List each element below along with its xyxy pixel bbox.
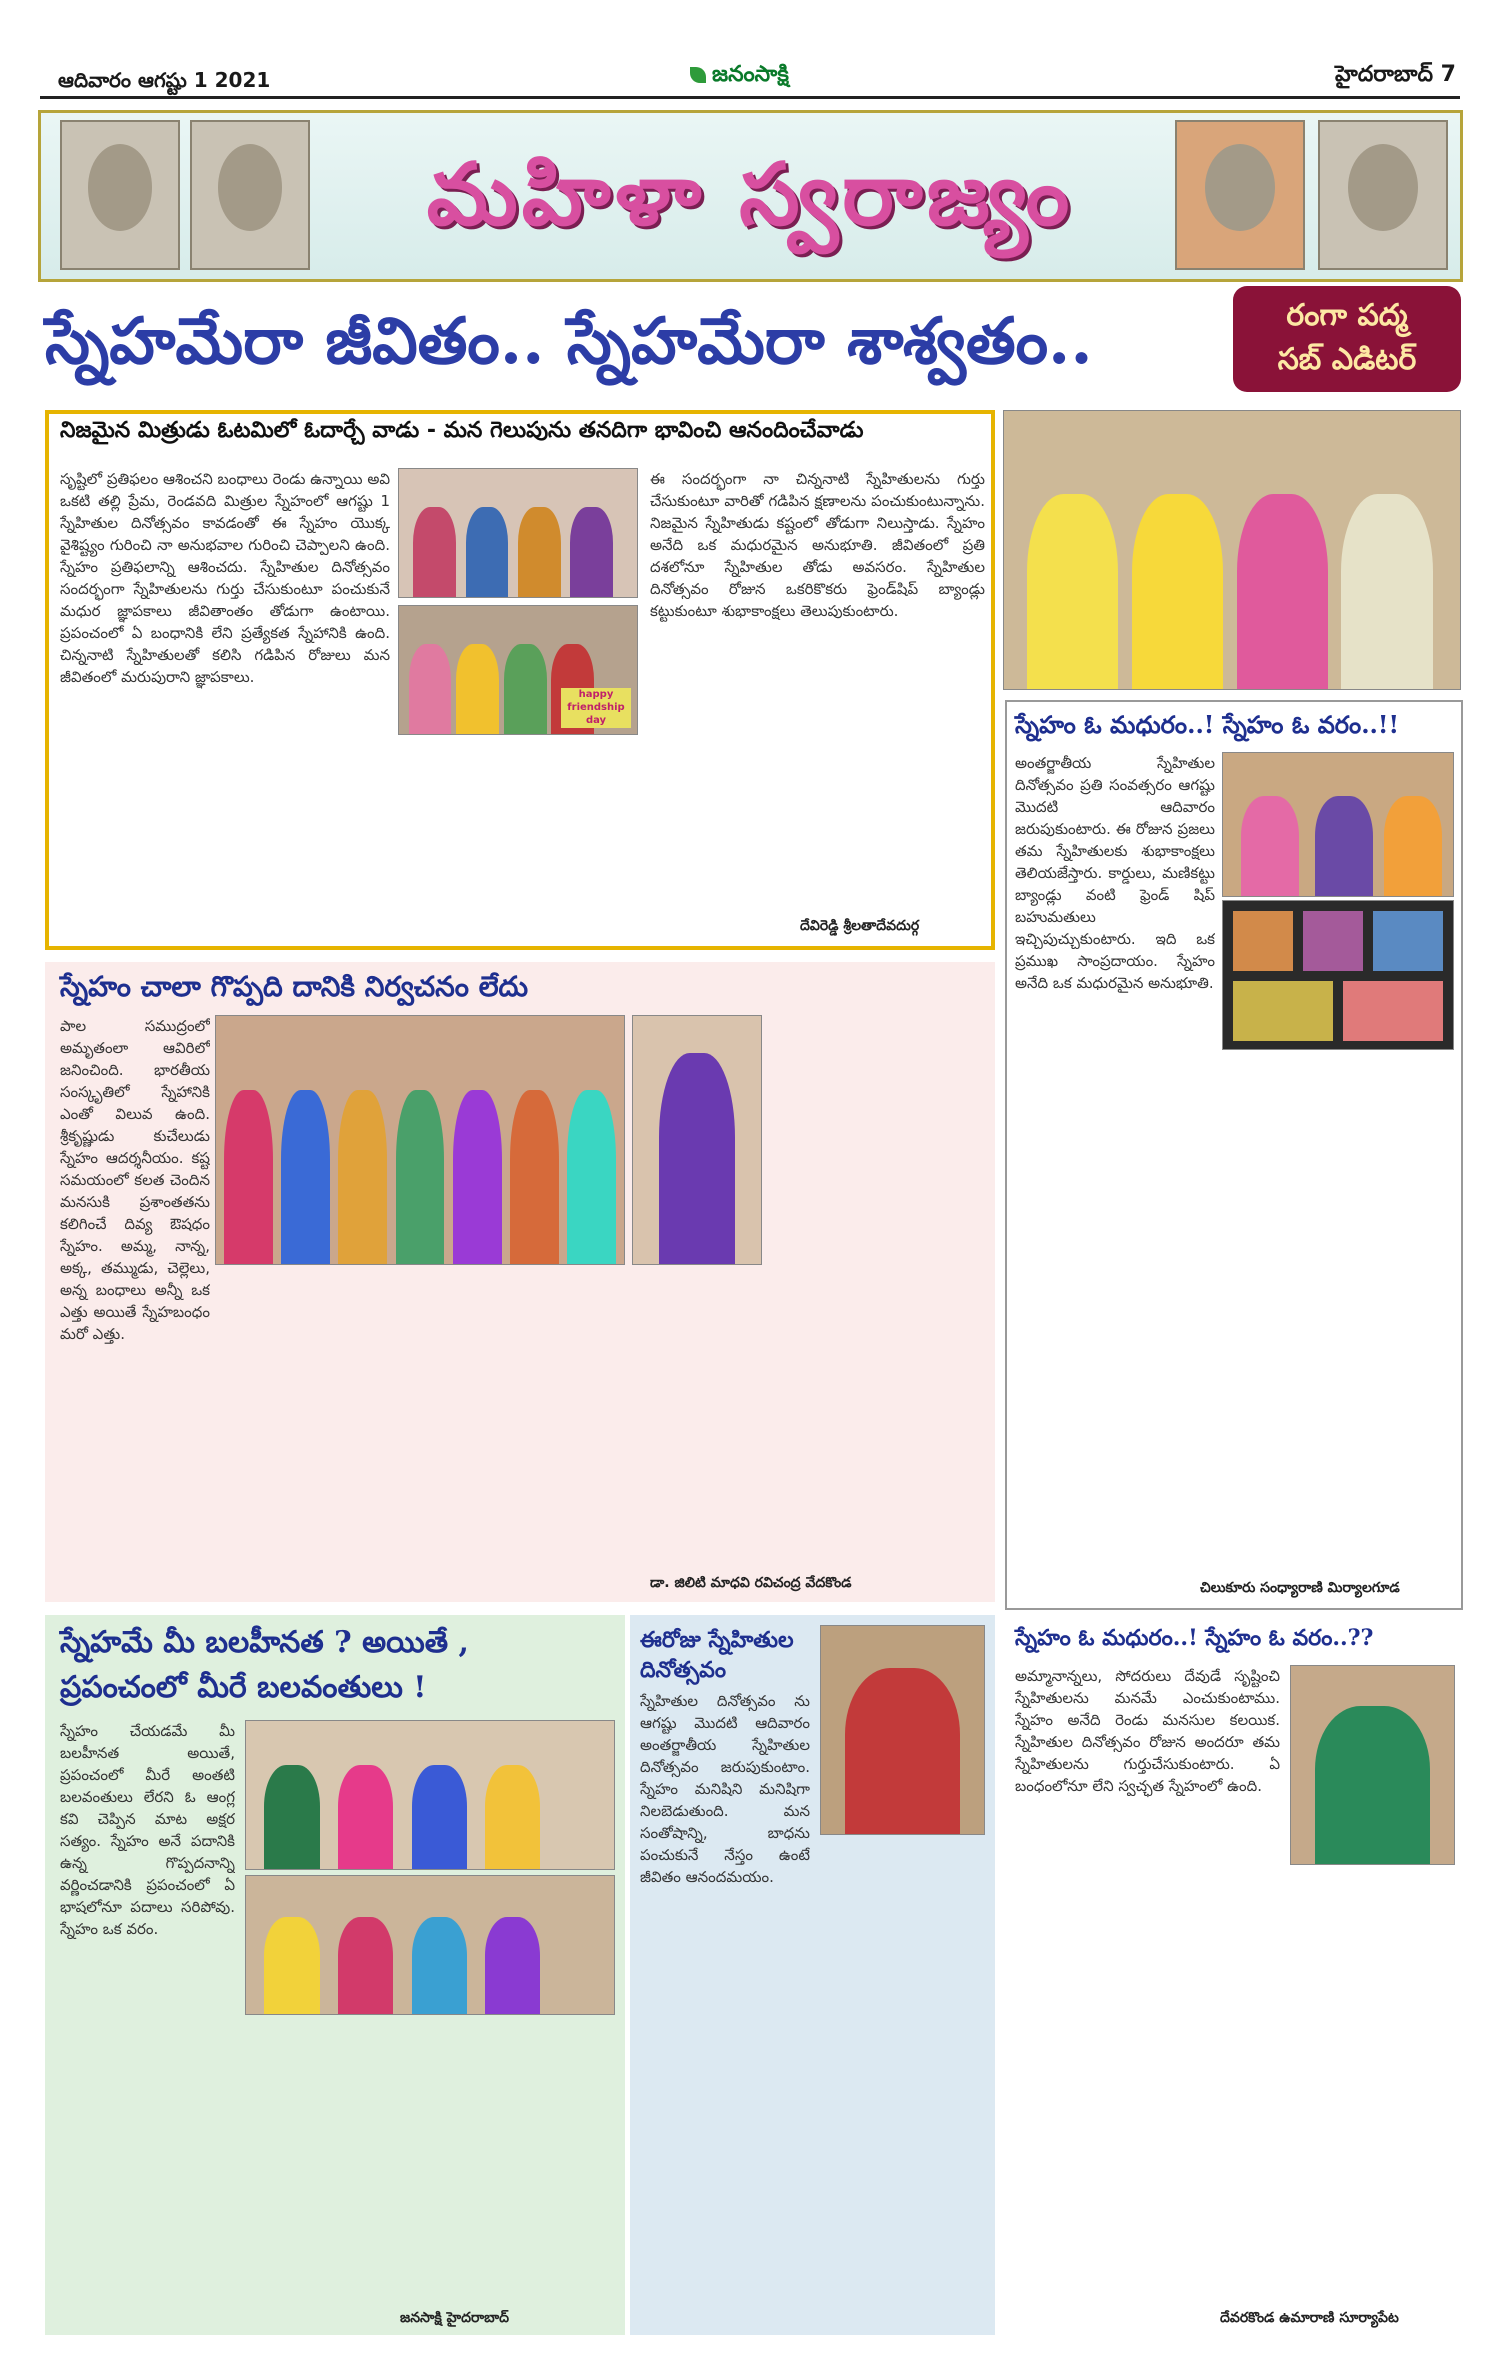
section-title: మహిళా స్వరాజ్యం	[426, 144, 1074, 245]
article-body: పాల సముద్రంలో అమృతంలా ఆవిరిలో జనించింది. భారతీయ సంస్కృతిలో స్నేహానికి ఎంతో విలువ ఉంది. శ్రీకృష్ణుడు కుచేలుడు స్నేహం ఆదర్శనీయం. కష్ట సమయంలో కలత చెందిన మనసుకి ప్రశాంతతను కలిగించే దివ్య ఔషధం స్నేహం. అమ్మ, నాన్న, అక్క, తమ్ముడు, చెల్లెలు, అన్న బంధాలు అన్నీ ఒక ఎత్తు అయితే స్నేహబంధం మరో ఎత్తు.	[60, 1017, 210, 1343]
collage-tile	[1233, 911, 1293, 971]
person-figure	[1341, 494, 1432, 689]
article-title: స్నేహం ఓ మధురం..! స్నేహం ఓ వరం..!!	[1015, 710, 1399, 739]
group-photo	[245, 1720, 615, 1870]
person-figure	[1132, 494, 1223, 689]
person-figure	[264, 1917, 319, 2014]
article-author: డా. జిలిటి మాధవి రవిచంద్ర వేదకొండ	[650, 1575, 852, 1591]
group-photo	[398, 605, 638, 735]
article-body: ఈ సందర్భంగా నా చిన్ననాటి స్నేహితులను గుర్తు చేసుకుంటూ వారితో గడిపిన క్షణాలను పంచుకుంటున్నాను. నిజమైన స్నేహితుడు కష్టంలో తోడుగా నిలుస్తాడు. స్నేహం అనేది ఒక మధురమైన అనుభూతి. జీవితంలో ప్రతి దశలోనూ స్నేహితుల తోడు అవసరం. స్నేహితుల దినోత్సవం రోజున ఒకరికొకరు ఫ్రెండ్‌షిప్ బ్యాండ్లు కట్టుకుంటూ శుభాకాంక్షలు తెలుపుకుంటారు.	[650, 470, 985, 620]
article-author: దేవరకొండ ఉమారాణి సూర్యాపేట	[1220, 2310, 1399, 2326]
article-body: సృష్టిలో ప్రతిఫలం ఆశించని బంధాలు రెండు ఉన్నాయి అవి ఒకటి తల్లి ప్రేమ, రెండవది మిత్రుల స్నేహంలో ఆగష్టు 1 స్నేహితుల దినోత్సవం కావడంతో ఈ స్నేహం యొక్క వైశిష్ట్యం గురించి నా అనుభవాల గురించి చెప్పాలని ఉంది. స్నేహం ప్రతిఫలాన్ని ఆశించదు. స్నేహితుల దినోత్సవం సందర్భంగా స్నేహితులను గుర్తు చేసుకుంటూ పంచుకునే మధుర జ్ఞాపకాలు జీవితాంతం తోడుగా ఉంటాయి. ప్రపంచంలో ఏ బంధానికి లేని ప్రత్యేకత స్నేహానికి ఉంది. చిన్ననాటి స్నేహితులతో కలిసి గడిపిన రోజులు మన జీవితంలో మరుపురాని జ్ఞాపకాలు.	[60, 470, 390, 686]
person-figure	[485, 1917, 540, 2014]
person-figure	[1241, 796, 1299, 896]
person-figure	[570, 507, 613, 597]
article-body-continued	[1015, 1050, 1455, 1570]
portrait-photo	[632, 1015, 762, 1265]
header-rule	[40, 96, 1460, 99]
person-figure	[453, 1090, 502, 1264]
article-title: ఈరోజు స్నేహితుల దినోత్సవం	[640, 1627, 794, 1683]
article-title: ప్రపంచంలో మీరే బలవంతులు !	[60, 1670, 427, 1705]
article-body: అంతర్జాతీయ స్నేహితుల దినోత్సవం ప్రతి సంవత్సరం ఆగష్టు మొదటి ఆదివారం జరుపుకుంటారు. ఈ రోజున ప్రజలు తమ స్నేహితులకు శుభాకాంక్షలు తెలియజేస్తారు. కార్డులు, మణికట్టు బ్యాండ్లు వంటి ఫ్రెండ్ షిప్ బహుమతులు ఇచ్చిపుచ్చుకుంటారు. ఇది ఒక ప్రముఖ సాంప్రదాయం. స్నేహం అనేది ఒక మధురమైన అనుభూతి.	[1015, 754, 1215, 992]
person-figure	[338, 1090, 387, 1264]
face-shape	[1348, 144, 1419, 232]
face-shape	[218, 144, 283, 232]
collage-tile	[1303, 911, 1363, 971]
person-figure	[1237, 494, 1328, 689]
person-figure	[485, 1765, 540, 1869]
person-figure	[338, 1917, 393, 2014]
masthead-logo	[690, 62, 789, 92]
portrait-photo	[820, 1625, 985, 1835]
article-body: అమ్మానాన్నలు, సోదరులు దేవుడే సృష్టించి స్నేహితులను మనమే ఎంచుకుంటాము. స్నేహం అనేది రెండు మనసుల కలయిక. స్నేహితుల దినోత్సవం రోజున అందరూ తమ స్నేహితులను గుర్తుచేసుకుంటారు. ఏ బంధంలోనూ లేని స్వచ్ఛత స్నేహంలో ఉంది.	[1015, 1667, 1280, 1795]
article-title: స్నేహమే మీ బలహీనత ? అయితే ,	[60, 1625, 469, 1660]
portrait-image	[1175, 120, 1305, 270]
byline-role: సబ్ ఎడిటర్	[1277, 342, 1417, 377]
person-figure	[281, 1090, 330, 1264]
photo-collage	[1222, 900, 1454, 1050]
person-figure	[338, 1765, 393, 1869]
face-shape	[1205, 144, 1276, 232]
collage-tile	[1233, 981, 1333, 1041]
person-figure	[396, 1090, 445, 1264]
article-body-continued	[398, 742, 638, 912]
person-figure	[518, 507, 561, 597]
article-body-continued	[1015, 1870, 1455, 2305]
celebration-photo	[1222, 752, 1454, 897]
photo-caption: happy friendship day	[561, 688, 631, 728]
person-figure	[412, 1765, 467, 1869]
person-figure	[224, 1090, 273, 1264]
article-body-continued	[60, 2025, 615, 2305]
issue-date: ఆదివారం ఆగష్టు 1 2021	[58, 68, 271, 92]
collage-tile	[1343, 981, 1443, 1041]
portrait-photo	[1290, 1665, 1455, 1865]
article-author: జనసాక్షి హైదరాబాద్	[400, 2310, 510, 2326]
article-subheadline: నిజమైన మిత్రుడు ఓటమిలో ఓదార్చే వాడు - మన గెలుపును తనదిగా భావించి ఆనందించేవాడు	[60, 418, 864, 443]
person-figure	[659, 1053, 736, 1264]
person-figure	[413, 507, 456, 597]
group-photo	[215, 1015, 625, 1265]
person-figure	[504, 644, 547, 734]
collage-tile	[1373, 911, 1443, 971]
logo-text: జనంసాక్షి	[712, 62, 789, 87]
portrait-image	[1318, 120, 1448, 270]
article-author: దేవిరెడ్డి శ్రీలతాదేవదుర్గ	[800, 918, 920, 934]
page-city-number: హైదరాబాద్ 7	[1335, 62, 1456, 87]
person-figure	[409, 644, 452, 734]
person-figure	[412, 1917, 467, 2014]
person-figure	[1027, 494, 1118, 689]
article-body: స్నేహం చేయడమే మీ బలహీనత అయితే, ప్రపంచంలో మీరే అంతటి బలవంతులు లేరని ఓ ఆంగ్ల కవి చెప్పిన మాట అక్షర సత్యం. స్నేహం అనే పదానికి ఉన్న గొప్పదనాన్ని వర్ణించడానికి ప్రపంచంలో ఏ భాషలోనూ పదాలు సరిపోవు. స్నేహం ఒక వరం.	[60, 1722, 235, 1938]
article-body-continued	[60, 1270, 985, 1565]
group-photo	[245, 1875, 615, 2015]
person-figure	[1384, 796, 1442, 896]
person-figure	[466, 507, 509, 597]
person-figure	[567, 1090, 616, 1264]
article-body-continued	[640, 2015, 985, 2305]
person-figure	[510, 1090, 559, 1264]
person-figure	[845, 1668, 959, 1834]
person-figure	[456, 644, 499, 734]
article-title: స్నేహం ఓ మధురం..! స్నేహం ఓ వరం..??	[1015, 1625, 1374, 1651]
person-figure	[264, 1765, 319, 1869]
person-figure	[1315, 796, 1373, 896]
article-author: చిలుకూరు సంధ్యారాణి మిర్యాలగూడ	[1200, 1580, 1400, 1596]
article-body: స్నేహితుల దినోత్సవం ను ఆగష్టు మొదటి ఆదివారం అంతర్జాతీయ స్నేహితుల దినోత్సవం జరుపుకుంటాం. స్నేహం మనిషిని మనిషిగా నిలబెడుతుంది. మన సంతోషాన్ని, బాధను పంచుకునే నేస్తం ఉంటే జీవితం ఆనందమయం.	[640, 1692, 810, 1886]
leaf-icon	[690, 67, 706, 83]
portrait-image	[190, 120, 310, 270]
article-body-continued	[770, 1015, 985, 1265]
byline-badge	[1233, 286, 1461, 392]
friends-photo	[1003, 410, 1461, 690]
group-photo	[398, 468, 638, 598]
portrait-image	[60, 120, 180, 270]
person-figure	[1315, 1706, 1429, 1864]
article-title: స్నేహం చాలా గొప్పది దానికి నిర్వచనం లేదు	[60, 970, 529, 1003]
byline-name: రంగా పద్మ	[1286, 298, 1408, 333]
main-headline: స్నేహమేరా జీవితం.. స్నేహమేరా శాశ్వతం..	[45, 304, 1093, 379]
face-shape	[88, 144, 153, 232]
